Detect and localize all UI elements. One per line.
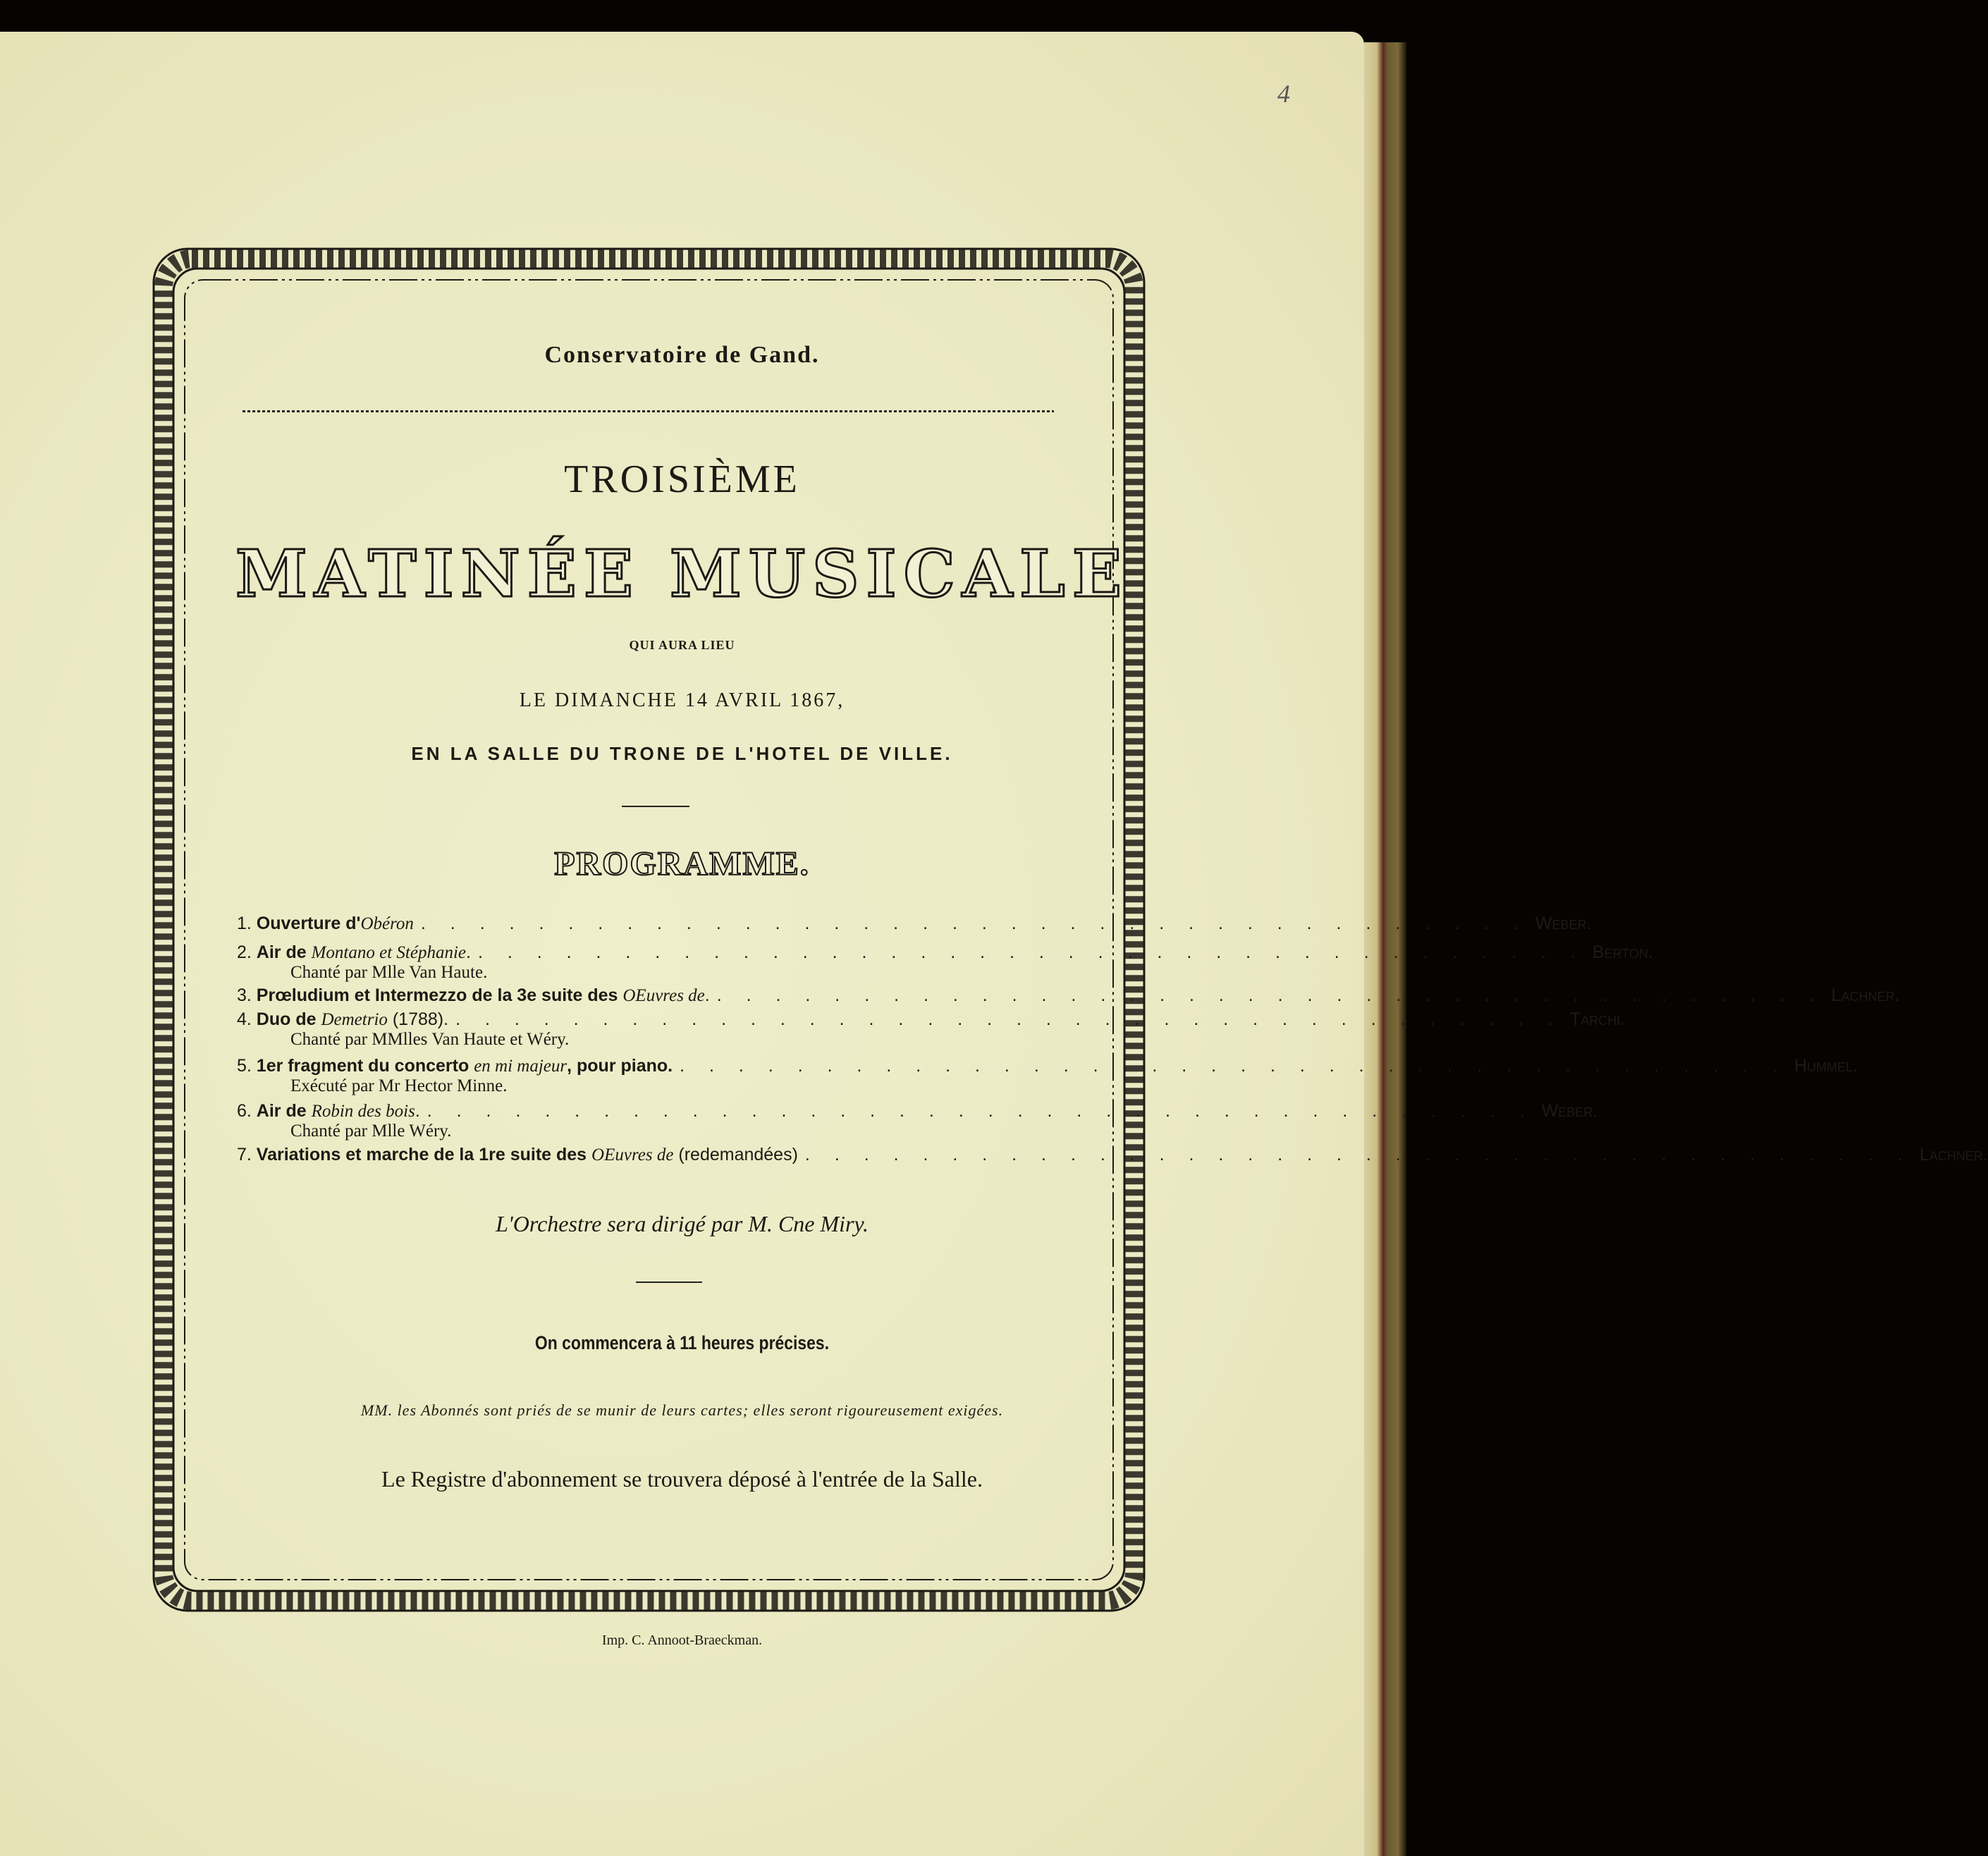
programme-item-title: 5. 1er fragment du concerto en mi majeur, pour piano. — [237, 1056, 673, 1076]
register-note: Le Registre d'abonnement se trouvera déposé à l'entrée de la Salle. — [381, 1466, 983, 1492]
programme-item-title: 1. Ouverture d'Obéron — [237, 914, 414, 933]
title-troisieme: TROISIÈME — [564, 457, 800, 501]
programme-item — [237, 1056, 1858, 1096]
leader-dots: . . . . . . . . . . . . . . . . . . . . . . . . . . . . . . . . . . . . . . — [455, 1009, 1563, 1029]
leader-dots: . . . . . . . . . . . . . . . . . . . . . . . . . . . . . . . . . . . . . . — [716, 985, 1824, 1005]
leader-dots: . . . . . . . . . . . . . . . . . . . . . . . . . . . . . . . . . . . . . . — [420, 914, 1528, 933]
programme-heading: PROGRAMME. — [554, 845, 810, 883]
performer-note: Chanté par Mlle Van Haute. — [290, 963, 488, 982]
divider — [622, 806, 689, 807]
composer: Tarchi. — [1570, 1009, 1626, 1029]
composer: Hummel. — [1794, 1056, 1858, 1076]
leader-dots: . . . . . . . . . . . . . . . . . . . . . . . . . . . . . . . . . . . . . . — [477, 942, 1585, 962]
composer: Lachner. — [1831, 985, 1900, 1005]
programme-item-title: 7. Variations et marche de la 1re suite des OEuvres de (redemandées) — [237, 1145, 798, 1164]
printer-credit: Imp. C. Annoot-Braeckman. — [601, 1633, 763, 1648]
item-number: 7. — [237, 1145, 257, 1164]
programme-item — [237, 1101, 1598, 1141]
programme-item-title: 6. Air de Robin des bois. — [237, 1101, 420, 1121]
composer: Weber. — [1541, 1101, 1598, 1121]
composer: Berton. — [1592, 942, 1653, 962]
item-number: 1. — [237, 914, 257, 933]
programme-item — [237, 1009, 1626, 1050]
programme-item — [237, 914, 1592, 934]
leader-dots: . . . . . . . . . . . . . . . . . . . . . . . . . . . . . . . . . . . . . . — [427, 1101, 1535, 1121]
leader-dots: . . . . . . . . . . . . . . . . . . . . . . . . . . . . . . . . . . . . . . — [680, 1056, 1788, 1076]
programme-item — [237, 1145, 1988, 1165]
divider — [636, 1282, 702, 1283]
header-conservatoire: Conservatoire de Gand. — [544, 342, 820, 368]
performer-note: Chanté par Mlle Wéry. — [290, 1121, 452, 1141]
conductor-note: L'Orchestre sera dirigé par M. Cne Miry. — [496, 1211, 869, 1236]
programme-item — [237, 985, 1900, 1006]
item-number: 5. — [237, 1056, 257, 1076]
start-time: On commencera à 11 heures précises. — [534, 1332, 830, 1353]
event-date: LE DIMANCHE 14 AVRIL 1867, — [519, 689, 845, 711]
programme-item-title: 4. Duo de Demetrio (1788). — [237, 1009, 449, 1029]
event-venue: EN LA SALLE DU TRONE DE L'HOTEL DE VILLE. — [411, 743, 953, 764]
programme-item-title: 2. Air de Montano et Stéphanie. — [237, 942, 471, 962]
programme-item — [237, 942, 1653, 983]
leader-dots: . . . . . . . . . . . . . . . . . . . . . . . . . . . . . . . . . . . . . . — [804, 1145, 1913, 1164]
programme-item-title: 3. Prœludium et Intermezzo de la 3e suite des OEuvres de. — [237, 985, 710, 1005]
title-matinee-musicale: MATINÉE MUSICALE — [235, 536, 1129, 612]
qui-aura-lieu: QUI AURA LIEU — [629, 638, 735, 652]
performer-note: Chanté par MMlles Van Haute et Wéry. — [290, 1030, 570, 1049]
composer: Lachner. — [1919, 1145, 1988, 1164]
performer-note: Exécuté par Mr Hector Minne. — [290, 1076, 508, 1095]
item-number: 3. — [237, 985, 257, 1005]
subscribers-note: MM. les Abonnés sont priés de se munir de leurs cartes; elles seront rigoureusement exigées. — [360, 1401, 1004, 1419]
composer: Weber. — [1535, 914, 1592, 933]
handwritten-page-number: 4 — [1277, 80, 1290, 108]
item-number: 4. — [237, 1009, 257, 1029]
item-number: 6. — [237, 1101, 257, 1121]
wavy-divider — [243, 410, 1054, 412]
item-number: 2. — [237, 942, 257, 962]
